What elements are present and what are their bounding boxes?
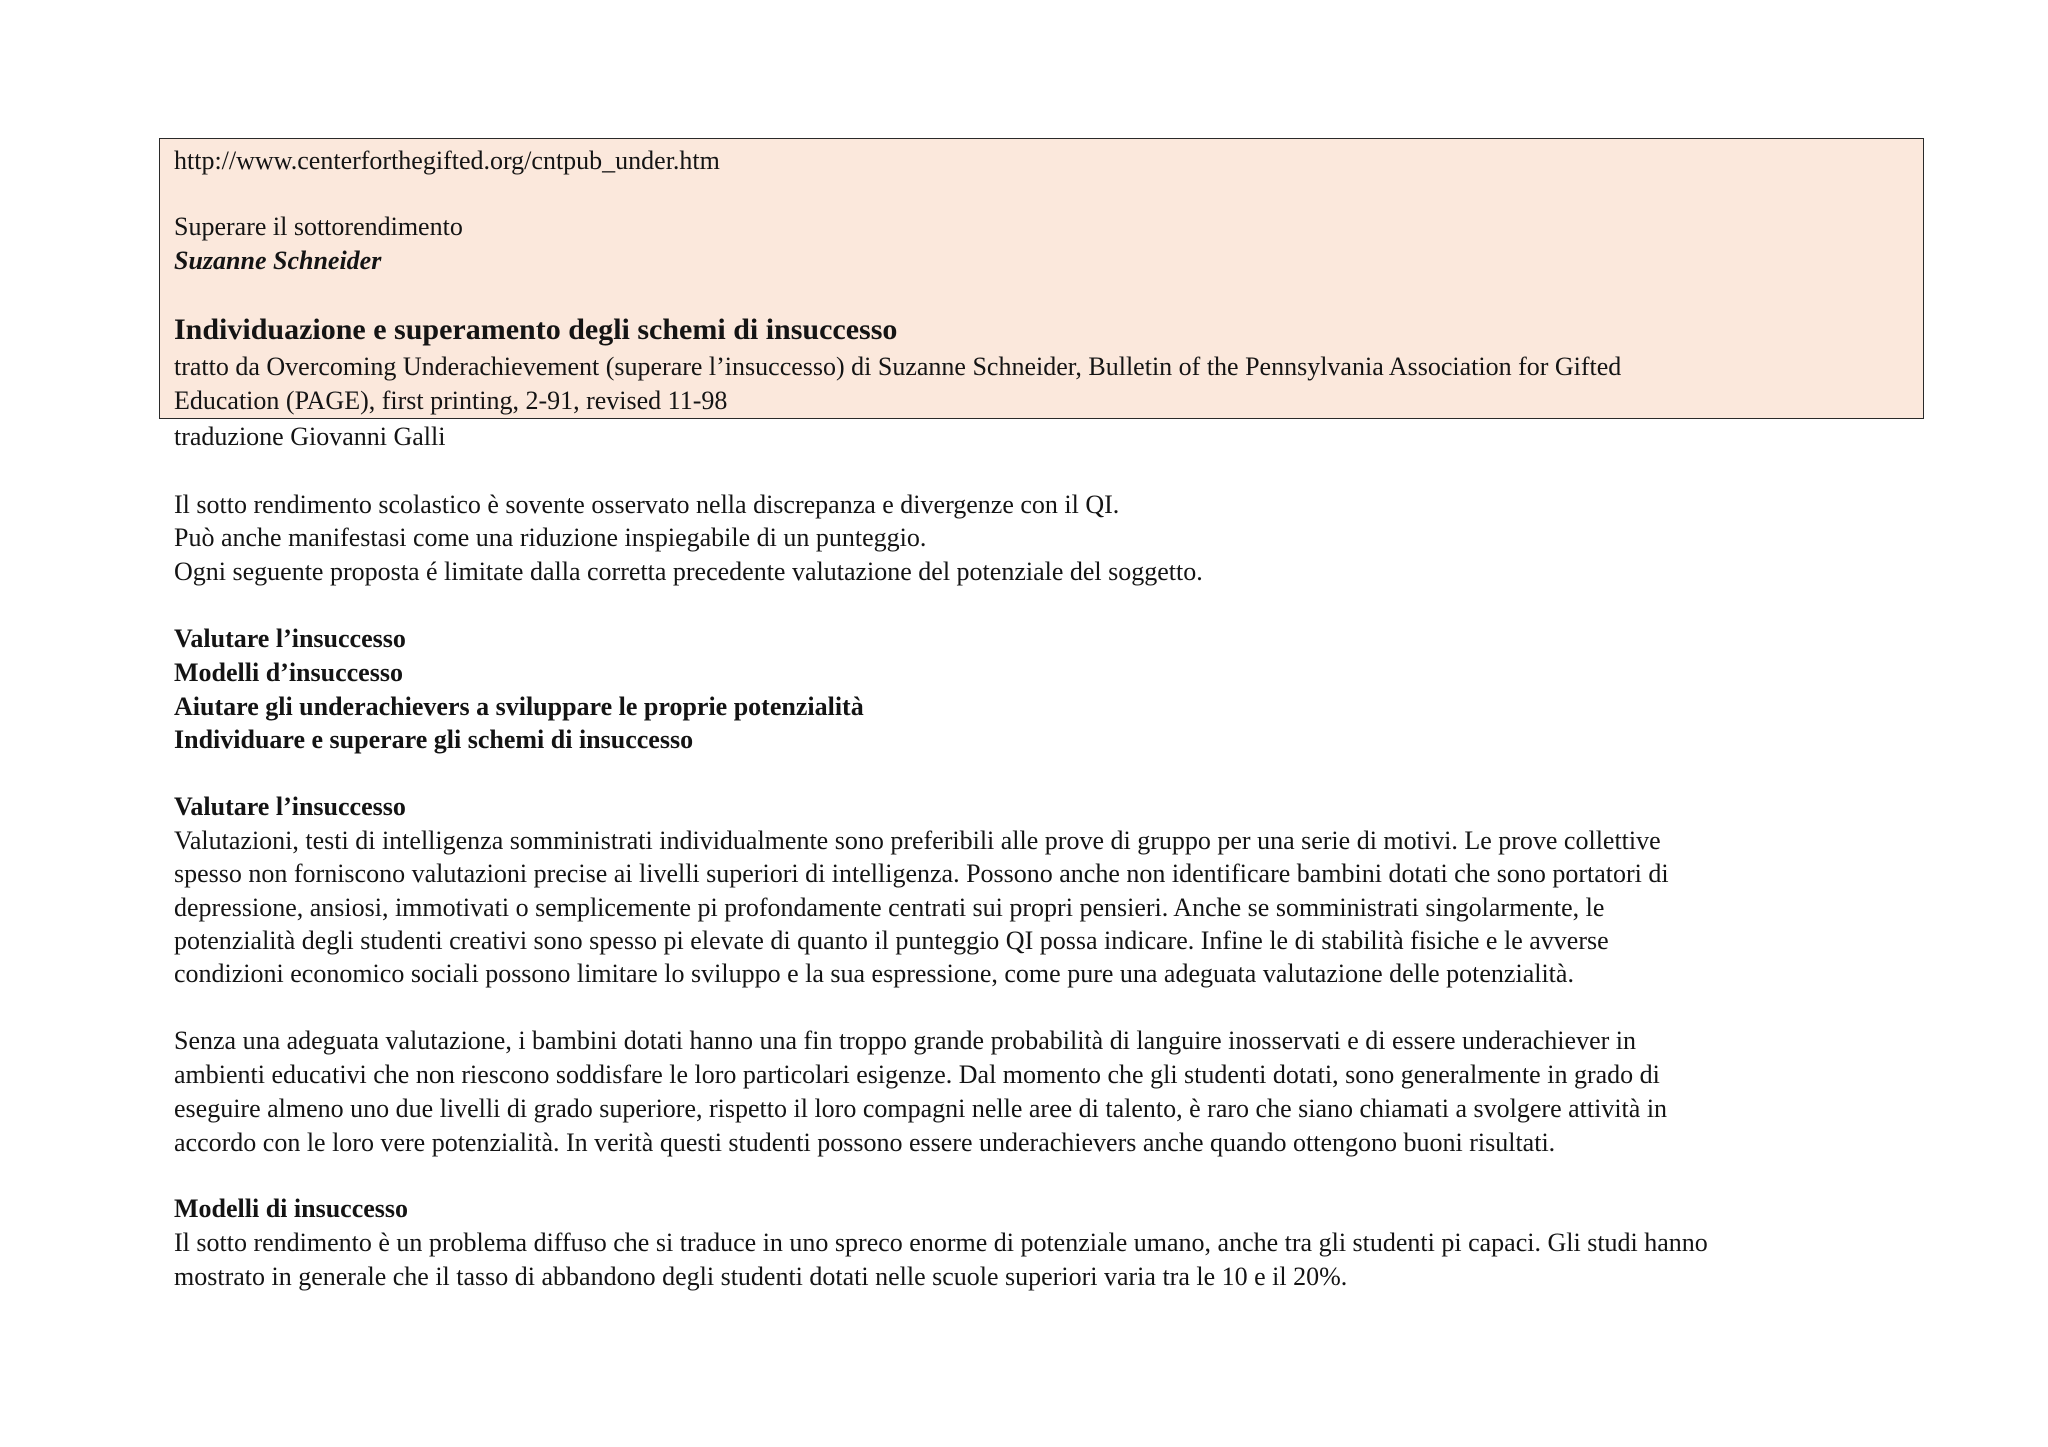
toc-item: Modelli d’insuccesso	[174, 658, 403, 687]
intro-line: Ogni seguente proposta é limitate dalla corretta precedente valutazione del potenziale del soggetto.	[174, 557, 1203, 586]
source-line: tratto da Overcoming Underachievement (superare l’insuccesso) di Suzanne Schneider, Bulletin of the Pennsylvania Association for Gifted	[174, 352, 1622, 381]
paragraph-line: depressione, ansiosi, immotivati o semplicemente pi profondamente centrati sui propri pensieri. Anche se somministrati singolarmente, le	[174, 893, 1605, 922]
paragraph-line: condizioni economico sociali possono limitare lo sviluppo e la sua espressione, come pure una adeguata valutazione delle potenzialità.	[174, 959, 1574, 988]
toc-item: Individuare e superare gli schemi di insuccesso	[174, 725, 694, 754]
paragraph-line: potenzialità degli studenti creativi sono spesso pi elevate di quanto il punteggio QI possa indicare. Infine le di stabilità fisiche e le avverse	[174, 926, 1609, 955]
intro-line: Può anche manifestasi come una riduzione inspiegabile di un punteggio.	[174, 523, 927, 552]
paragraph-line: eseguire almeno uno due livelli di grado superiore, rispetto il loro compagni nelle aree di talento, è raro che siano chiamati a svolgere attività in	[174, 1094, 1668, 1123]
source-line: Education (PAGE), first printing, 2-91, revised 11-98	[174, 386, 728, 415]
section-heading: Modelli di insuccesso	[174, 1194, 409, 1223]
paragraph-line: spesso non forniscono valutazioni precise ai livelli superiori di intelligenza. Possono anche non identificare bambini dotati che sono portatori di	[174, 859, 1669, 888]
paragraph-line: mostrato in generale che il tasso di abbandono degli studenti dotati nelle scuole superiori varia tra le 10 e il 20%.	[174, 1262, 1348, 1291]
toc-item: Aiutare gli underachievers a sviluppare le proprie potenzialità	[174, 692, 864, 721]
article-heading: Individuazione e superamento degli schemi di insuccesso	[174, 313, 898, 346]
translator-line: traduzione Giovanni Galli	[174, 422, 446, 451]
document-title: Superare il sottorendimento	[174, 212, 463, 241]
paragraph-line: ambienti educativi che non riescono soddisfare le loro particolari esigenze. Dal momento che gli studenti dotati, sono generalmente in grado di	[174, 1060, 1660, 1089]
author-name: Suzanne Schneider	[174, 246, 382, 275]
source-url: http://www.centerforthegifted.org/cntpub_under.htm	[174, 146, 720, 175]
paragraph-line: accordo con le loro vere potenzialità. In verità questi studenti possono essere underachievers anche quando ottengono buoni risultati.	[174, 1128, 1556, 1157]
intro-line: Il sotto rendimento scolastico è sovente osservato nella discrepanza e divergenze con il QI.	[174, 490, 1120, 519]
section-heading: Valutare l’insuccesso	[174, 792, 406, 821]
toc-item: Valutare l’insuccesso	[174, 624, 406, 653]
paragraph-line: Il sotto rendimento è un problema diffuso che si traduce in uno spreco enorme di potenziale umano, anche tra gli studenti pi capaci. Gli studi hanno	[174, 1228, 1708, 1257]
paragraph-line: Senza una adeguata valutazione, i bambini dotati hanno una fin troppo grande probabilità di languire inosservati e di essere underachiever in	[174, 1026, 1636, 1055]
paragraph-line: Valutazioni, testi di intelligenza somministrati individualmente sono preferibili alle prove di gruppo per una serie di motivi. Le prove collettive	[174, 826, 1661, 855]
